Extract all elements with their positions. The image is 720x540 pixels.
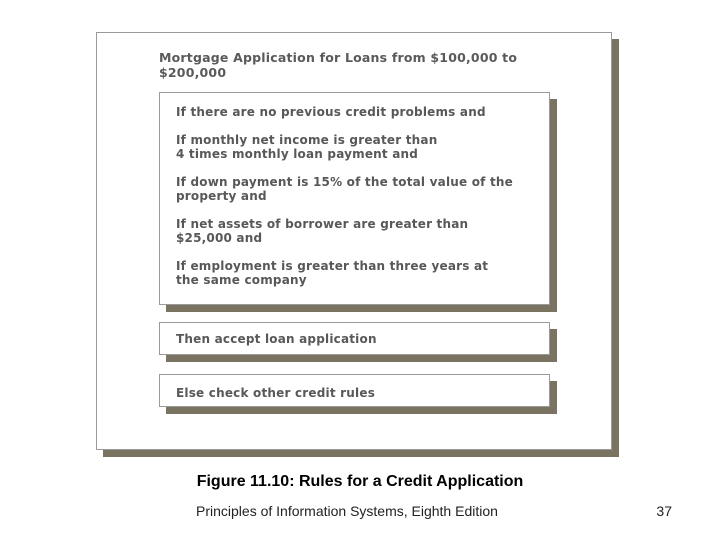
- footer-source: Principles of Information Systems, Eighth Edition: [196, 503, 498, 519]
- figure-title: Mortgage Application for Loans from $100,000 to $200,000: [159, 50, 518, 80]
- condition-net-income: If monthly net income is greater than 4 times monthly loan payment and: [176, 133, 438, 161]
- then-box: [159, 322, 550, 355]
- then-text: Then accept loan application: [176, 332, 377, 346]
- condition-employment: If employment is greater than three years at the same company: [176, 259, 489, 287]
- figure-caption-text: Figure 11.10: Rules for a Credit Application: [196, 473, 524, 490]
- page-number: 37: [656, 503, 672, 519]
- rules-figure-frame: [96, 32, 612, 450]
- else-box: [159, 374, 550, 407]
- condition-no-credit-problems: If there are no previous credit problems and: [176, 105, 486, 119]
- conditions-box: [159, 92, 550, 305]
- condition-down-payment: If down payment is 15% of the total value of the property and: [176, 175, 513, 203]
- figure-caption: [0, 473, 720, 491]
- condition-net-assets: If net assets of borrower are greater than $25,000 and: [176, 217, 469, 245]
- else-text: Else check other credit rules: [176, 386, 376, 400]
